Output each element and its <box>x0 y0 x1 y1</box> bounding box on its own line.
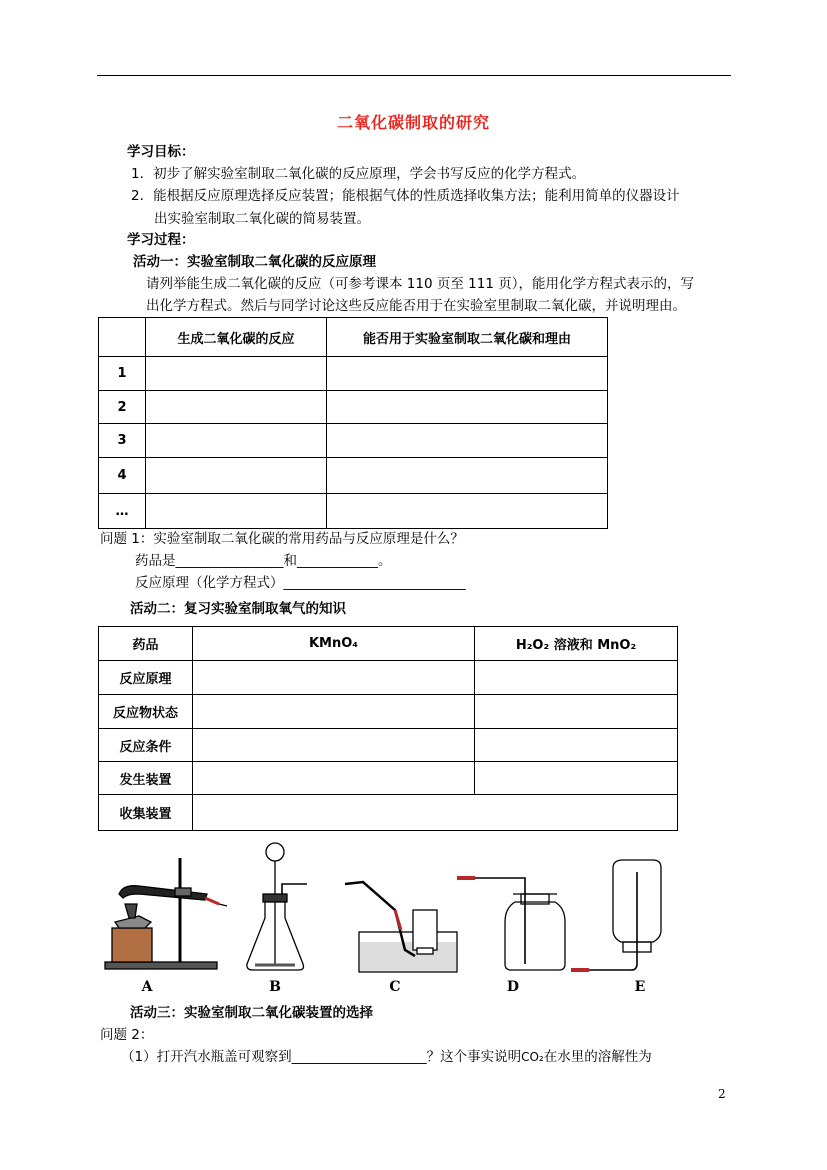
principle-blank[interactable]: ___________________________ <box>283 575 466 591</box>
answer-cell[interactable] <box>193 795 678 831</box>
activity3-heading: 活动三：实验室制取二氧化碳装置的选择 <box>130 1005 373 1021</box>
drugs-end: 。 <box>378 553 392 569</box>
apparatus-figure <box>95 838 680 998</box>
apparatus-label: B <box>269 979 281 995</box>
table-header: KMnO₄ <box>193 627 475 661</box>
q2-chem: CO₂ <box>521 1050 544 1064</box>
apparatus-d <box>457 878 565 970</box>
answer-cell[interactable] <box>327 494 608 529</box>
answer-cell[interactable] <box>193 661 475 695</box>
drugs-prefix: 药品是 <box>135 553 176 569</box>
row-number: 4 <box>99 458 146 494</box>
apparatus-a <box>105 858 227 969</box>
page-title: 二氧化碳制取的研究 <box>336 113 490 132</box>
apparatus-label: A <box>141 979 153 995</box>
answer-cell[interactable] <box>327 458 608 494</box>
apparatus-c <box>345 882 457 972</box>
question-2-item-1 <box>121 1047 652 1067</box>
table-header: 药品 <box>99 627 193 661</box>
answer-cell[interactable] <box>146 424 327 458</box>
principle-line <box>135 573 466 593</box>
answer-cell[interactable] <box>475 762 678 795</box>
answer-cell[interactable] <box>327 391 608 424</box>
q2-prefix: （1）打开汽水瓶盖可观察到 <box>121 1049 292 1065</box>
drugs-blank-1[interactable]: ________________ <box>175 553 284 569</box>
row-label: 收集装置 <box>99 795 193 831</box>
question-1: 问题 1：实验室制取二氧化碳的常用药品与反应原理是什么？ <box>100 531 464 547</box>
answer-cell[interactable] <box>193 729 475 762</box>
table-header: H₂O₂ 溶液和 MnO₂ <box>475 627 678 661</box>
principle-prefix: 反应原理（化学方程式） <box>135 575 284 591</box>
activity1-text-2: 出化学方程式。然后与同学讨论这些反应能否用于在实验室里制取二氧化碳，并说明理由。 <box>146 298 686 314</box>
goal-item-2-cont: 出实验室制取二氧化碳的简易装置。 <box>154 211 370 227</box>
drugs-line <box>135 551 392 571</box>
answer-cell[interactable] <box>193 762 475 795</box>
row-number: 1 <box>99 357 146 391</box>
activity1-text-1: 请列举能生成二氧化碳的反应（可参考课本 110 页至 111 页），能用化学方程式表示的，写 <box>146 276 694 292</box>
header-rule <box>97 75 731 76</box>
drugs-and: 和 <box>283 553 297 569</box>
q2-suffix: 在水里的溶解性为 <box>543 1049 652 1065</box>
q2-mid: ？这个事实说明 <box>426 1049 522 1065</box>
drugs-blank-2[interactable]: ____________ <box>297 553 378 569</box>
table-header: 能否用于实验室制取二氧化碳和理由 <box>327 318 608 357</box>
answer-cell[interactable] <box>475 695 678 729</box>
activity1-heading: 活动一：实验室制取二氧化碳的反应原理 <box>133 254 376 270</box>
row-number: … <box>99 494 146 529</box>
table-header: 生成二氧化碳的反应 <box>146 318 327 357</box>
answer-cell[interactable] <box>146 458 327 494</box>
page-number: 2 <box>718 1087 726 1101</box>
row-label: 发生装置 <box>99 762 193 795</box>
row-label: 反应原理 <box>99 661 193 695</box>
answer-cell[interactable] <box>146 391 327 424</box>
oxygen-table <box>98 626 678 831</box>
row-number: 3 <box>99 424 146 458</box>
apparatus-label: C <box>389 979 401 995</box>
answer-cell[interactable] <box>475 729 678 762</box>
reaction-table <box>98 317 608 529</box>
row-label: 反应物状态 <box>99 695 193 729</box>
goal-item-1: 1．初步了解实验室制取二氧化碳的反应原理，学会书写反应的化学方程式。 <box>131 166 586 182</box>
row-number: 2 <box>99 391 146 424</box>
apparatus-e <box>571 860 661 970</box>
row-label: 反应条件 <box>99 729 193 762</box>
activity2-heading: 活动二：复习实验室制取氧气的知识 <box>130 601 346 617</box>
apparatus-label: D <box>506 979 520 995</box>
process-heading: 学习过程： <box>127 232 195 248</box>
goals-heading: 学习目标： <box>127 144 195 160</box>
answer-cell[interactable] <box>146 357 327 391</box>
apparatus-b <box>247 843 307 970</box>
question-2: 问题 2： <box>100 1027 154 1043</box>
answer-cell[interactable] <box>327 424 608 458</box>
table-corner-cell <box>99 318 146 357</box>
apparatus-label: E <box>634 979 646 995</box>
answer-cell[interactable] <box>475 661 678 695</box>
goal-item-2: 2．能根据反应原理选择反应装置；能根据气体的性质选择收集方法；能利用简单的仪器设计 <box>131 188 680 204</box>
answer-cell[interactable] <box>146 494 327 529</box>
q2-blank[interactable]: ____________________ <box>291 1049 427 1065</box>
answer-cell[interactable] <box>327 357 608 391</box>
answer-cell[interactable] <box>193 695 475 729</box>
